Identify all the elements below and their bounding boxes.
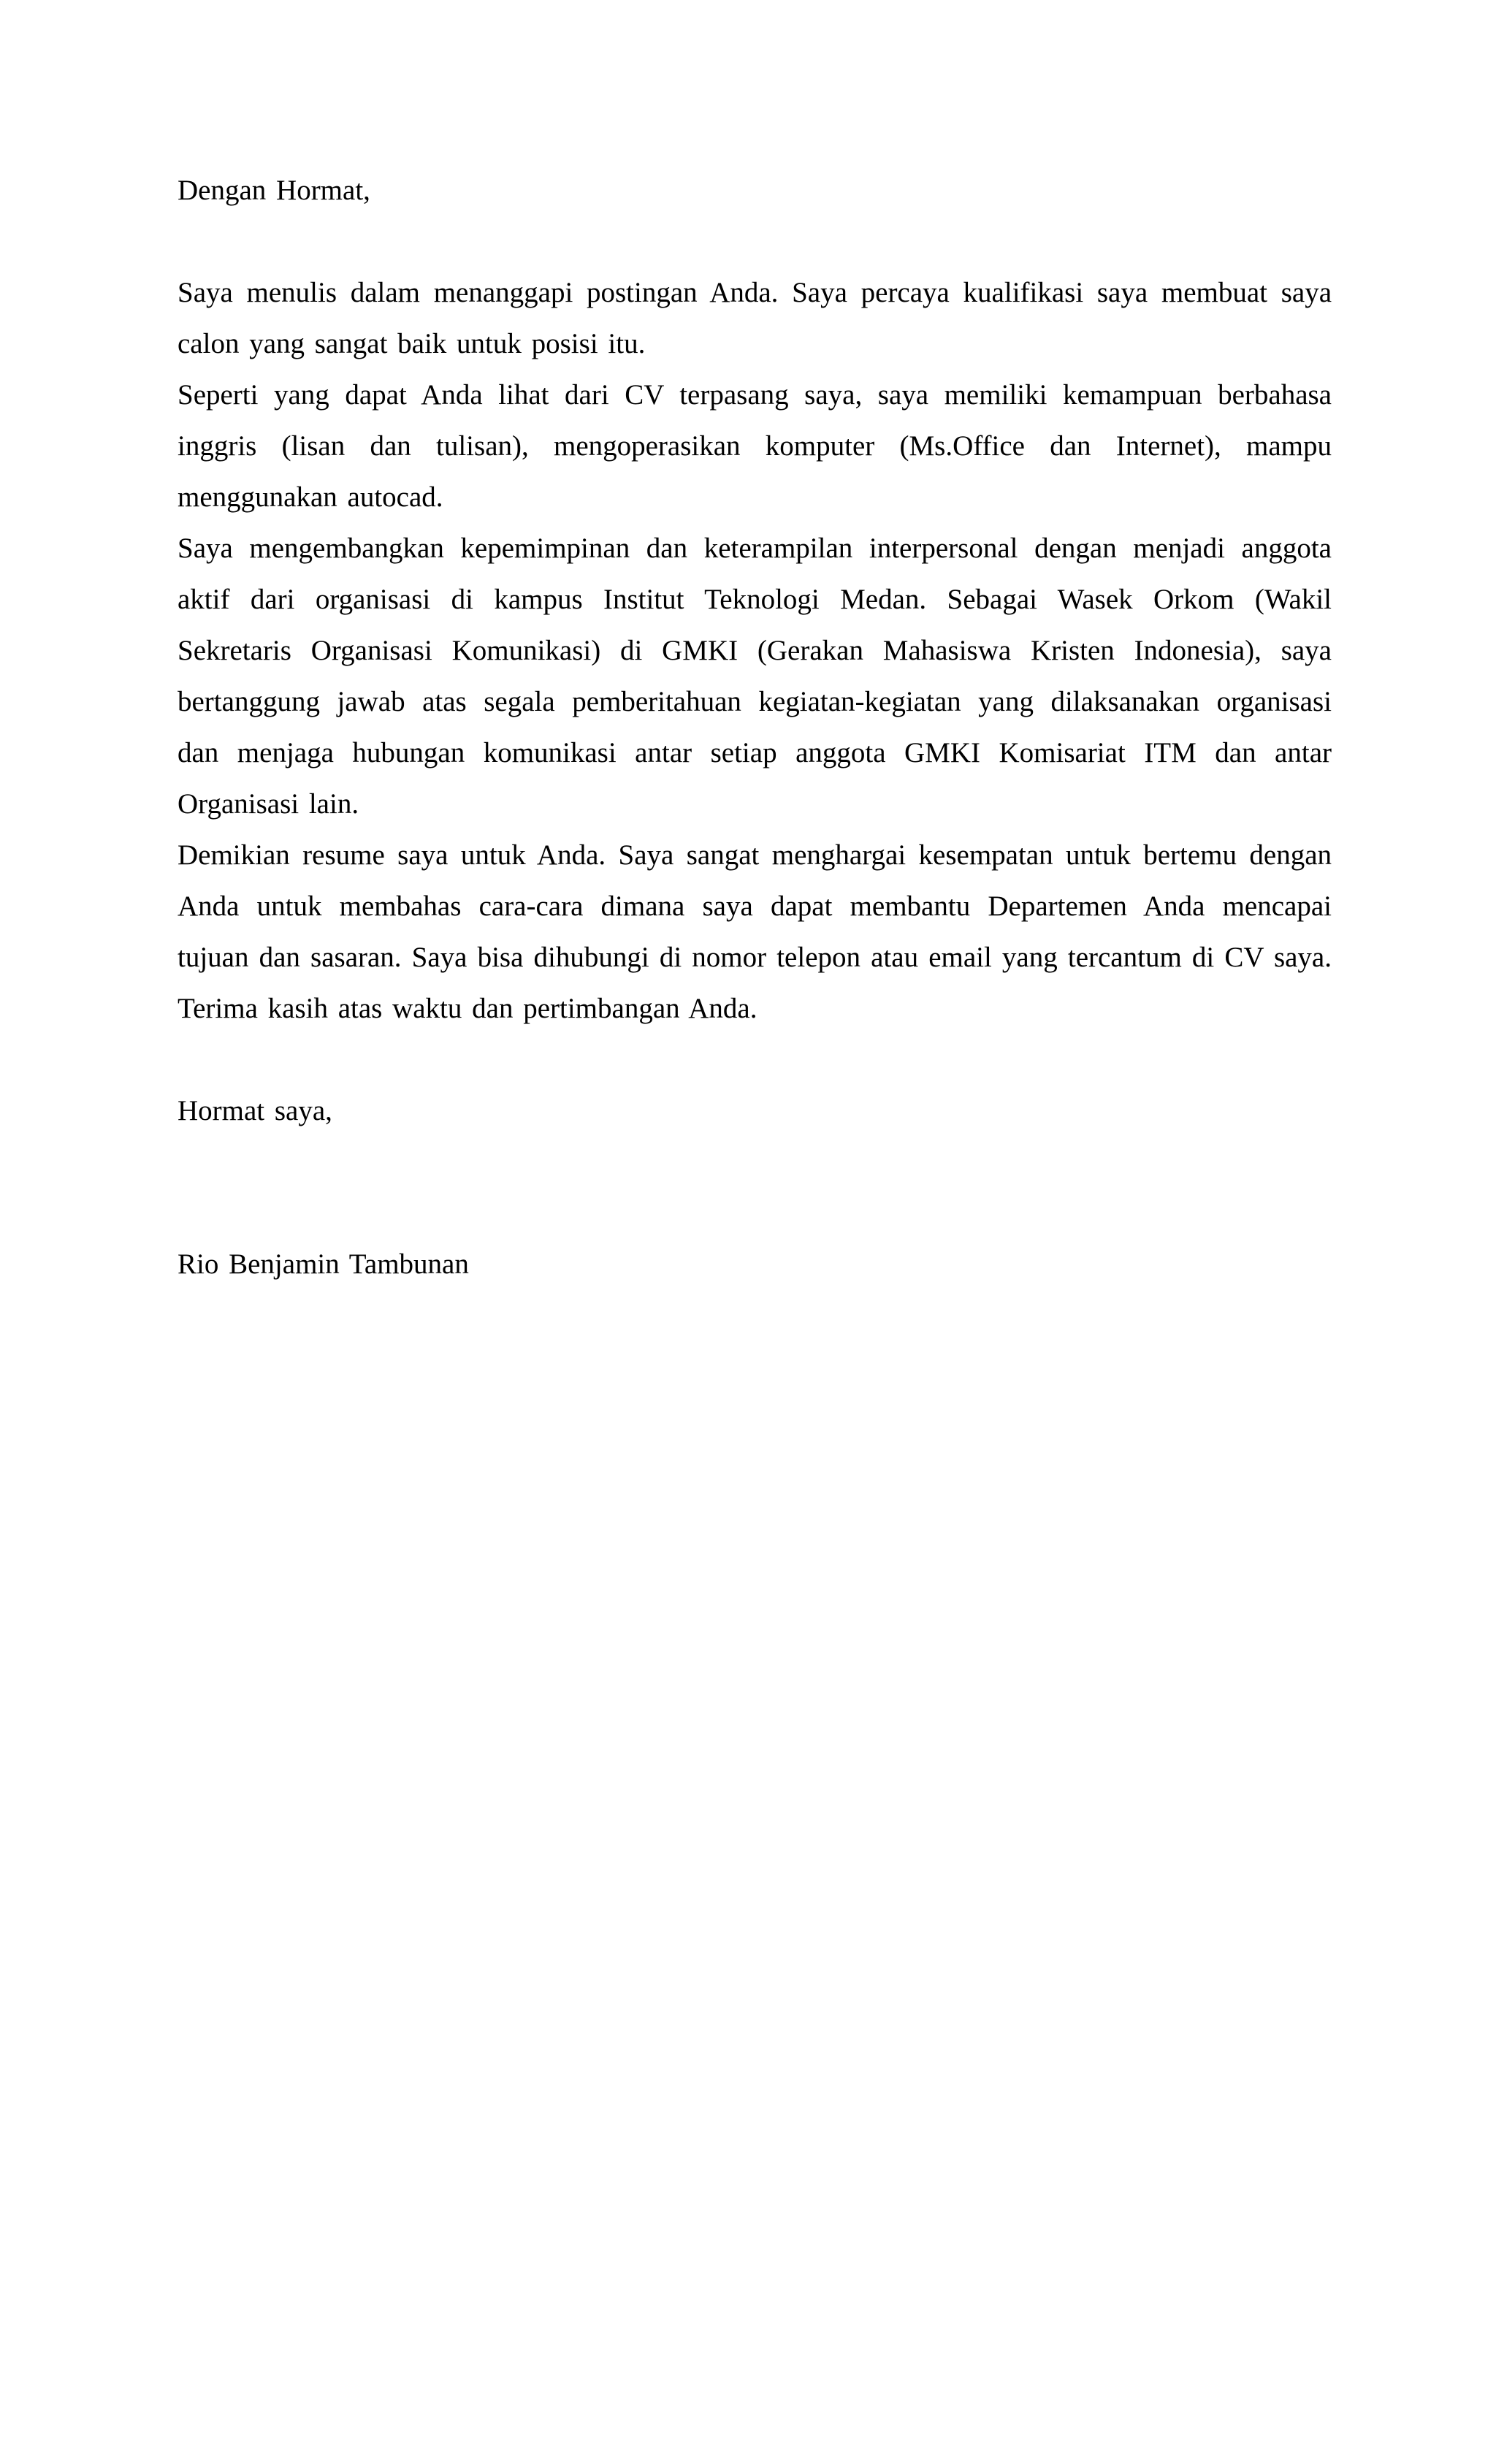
signature-space bbox=[178, 1137, 1332, 1239]
paragraph-line: bertanggung jawab atas segala pemberitahuan kegiatan-kegiatan yang dilaksanakan organisasi bbox=[178, 686, 1332, 717]
paragraph-line: calon yang sangat baik untuk posisi itu. bbox=[178, 328, 646, 359]
spacer bbox=[178, 1034, 1332, 1086]
spacer bbox=[178, 216, 1332, 267]
paragraph-line: inggris (lisan dan tulisan), mengoperasikan komputer (Ms.Office dan Internet), mampu bbox=[178, 430, 1332, 462]
signature-name: Rio Benjamin Tambunan bbox=[178, 1248, 469, 1280]
paragraph-line: Seperti yang dapat Anda lihat dari CV terpasang saya, saya memiliki kemampuan berbahasa bbox=[178, 379, 1332, 411]
paragraph-line: tujuan dan sasaran. Saya bisa dihubungi di nomor telepon atau email yang tercantum di CV saya. bbox=[178, 942, 1332, 973]
paragraph-line: aktif dari organisasi di kampus Institut Teknologi Medan. Sebagai Wasek Orkom (Wakil bbox=[178, 584, 1332, 615]
paragraph-line: Saya mengembangkan kepemimpinan dan keterampilan interpersonal dengan menjadi anggota bbox=[178, 533, 1332, 564]
paragraph-intro bbox=[178, 267, 1332, 370]
paragraph-closing bbox=[178, 830, 1332, 1034]
paragraph-line: menggunakan autocad. bbox=[178, 481, 443, 513]
paragraph-leadership bbox=[178, 523, 1332, 830]
paragraph-line: Terima kasih atas waktu dan pertimbangan Anda. bbox=[178, 993, 757, 1024]
cover-letter bbox=[178, 165, 1332, 1290]
closing: Hormat saya, bbox=[178, 1095, 332, 1126]
paragraph-line: Sekretaris Organisasi Komunikasi) di GMKI (Gerakan Mahasiswa Kristen Indonesia), saya bbox=[178, 635, 1332, 666]
salutation: Dengan Hormat, bbox=[178, 175, 370, 206]
paragraph-skills bbox=[178, 370, 1332, 523]
paragraph-line: Organisasi lain. bbox=[178, 788, 359, 820]
paragraph-line: Demikian resume saya untuk Anda. Saya sangat menghargai kesempatan untuk bertemu dengan bbox=[178, 839, 1332, 871]
paragraph-line: Saya menulis dalam menanggapi postingan Anda. Saya percaya kualifikasi saya membuat saya bbox=[178, 277, 1332, 308]
paragraph-line: Anda untuk membahas cara-cara dimana saya dapat membantu Departemen Anda mencapai bbox=[178, 890, 1332, 922]
paragraph-line: dan menjaga hubungan komunikasi antar setiap anggota GMKI Komisariat ITM dan antar bbox=[178, 737, 1332, 768]
